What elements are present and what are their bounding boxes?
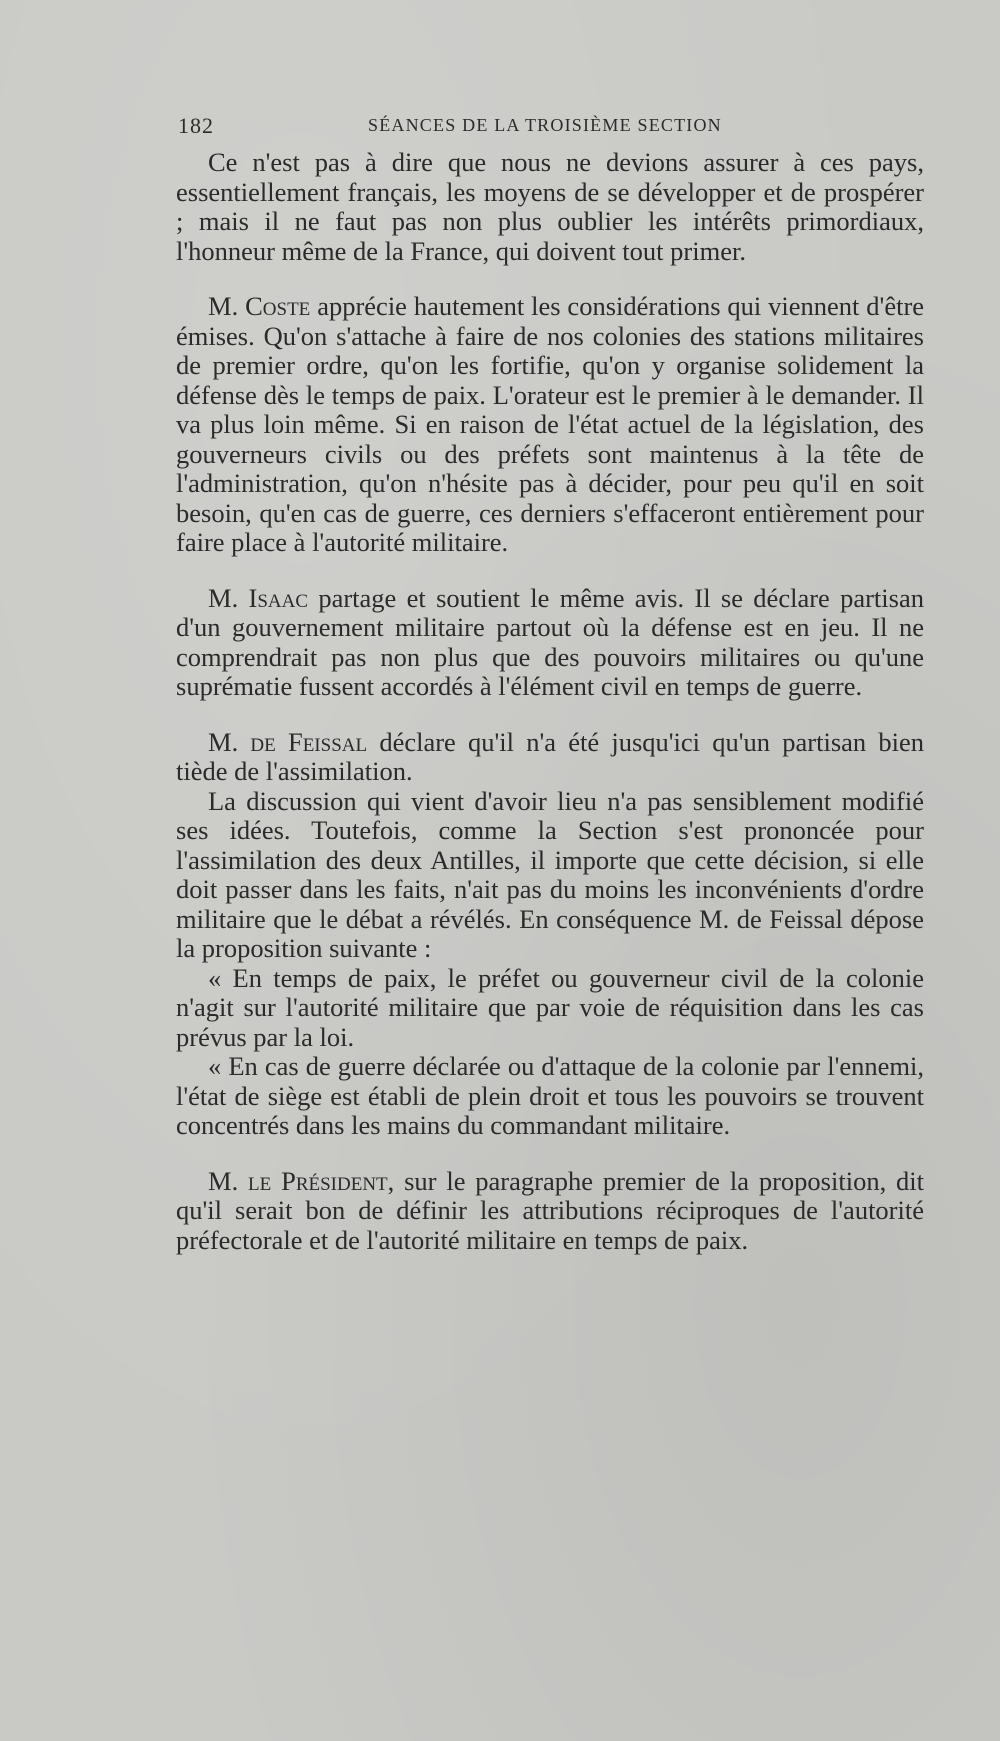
proposal-clause-2: « En cas de guerre déclarée ou d'attaque de la colonie par l'ennemi, l'état de siège est établi de plein droit et tous les pouvoirs se trouvent concentrés dans les mains du commandant militaire.	[176, 1051, 924, 1140]
speaker-name: Isaac	[248, 582, 309, 613]
speaker-name: Coste	[245, 291, 311, 321]
speaker-prefix: M.	[208, 291, 239, 321]
paragraph-isaac: M. Isaac partage et soutient le même avis. Il se déclare partisan d'un gouvernement militaire partout où la défense est en jeu. Il ne comprendrait pas non plus que des pouvoirs militaires ou qu'une suprématie fussent accordés à l'élément civil en temps de guerre.	[176, 582, 924, 701]
paragraph-coste: M. Coste apprécie hautement les considérations qui viennent d'être émises. Qu'on s'attache à faire de nos colonies des stations militaires de premier ordre, qu'on les fortifie, qu'on y organise solidement la défense dès le temps de paix. L'orateur est le premier à le demander. Il va plus loin même. Si en raison de l'état actuel de la législation, des gouverneurs civils ou des préfets sont maintenus à la tête de l'administration, qu'on n'hésite pas à décider, pour peu qu'il en soit besoin, qu'en cas de guerre, ces derniers s'effaceront entièrement pour faire place à l'autorité militaire.	[176, 291, 925, 557]
proposal-clause-1: « En temps de paix, le préfet ou gouverneur civil de la colonie n'agit sur l'autorité militaire que par voie de réquisition dans les cas prévus par la loi.	[176, 962, 924, 1052]
paragraph-1: Ce n'est pas à dire que nous ne devions assurer à ces pays, essentiellement français, les moyens de se développer et de prospérer ; mais il ne faut pas non plus oublier les intérêts primordiaux, l'honneur même de la France, qui doivent tout primer.	[176, 147, 924, 266]
body-text	[176, 148, 924, 1255]
page-number: 182	[178, 113, 214, 138]
speaker-prefix: M.	[208, 582, 239, 613]
paragraph-feissal: M. de Feissal déclare qu'il n'a été jusqu'ici qu'un partisan bien tiède de l'assimilation.	[176, 726, 924, 786]
speaker-name: de Feissal	[250, 726, 368, 757]
paragraph-president: M. le Président, sur le paragraphe premier de la proposition, dit qu'il serait bon de définir les attributions réciproques de l'autorité préfectorale et de l'autorité militaire en temps de paix.	[176, 1165, 925, 1255]
speaker-prefix: M.	[208, 1165, 239, 1196]
running-title: SÉANCES DE LA TROISIÈME SECTION	[368, 115, 722, 135]
paragraph-discussion: La discussion qui vient d'avoir lieu n'a pas sensiblement modifié ses idées. Toutefois, comme la Section s'est prononcée pour l'assimilation des deux Antilles, il importe que cette décision, si elle doit passer dans les faits, n'ait pas du moins les inconvénients d'ordre militaire que le débat a révélés. En conséquence M. de Feissal dépose la proposition suivante :	[176, 785, 924, 963]
speaker-prefix: M.	[208, 726, 239, 757]
speaker-name: le Président	[248, 1165, 388, 1196]
